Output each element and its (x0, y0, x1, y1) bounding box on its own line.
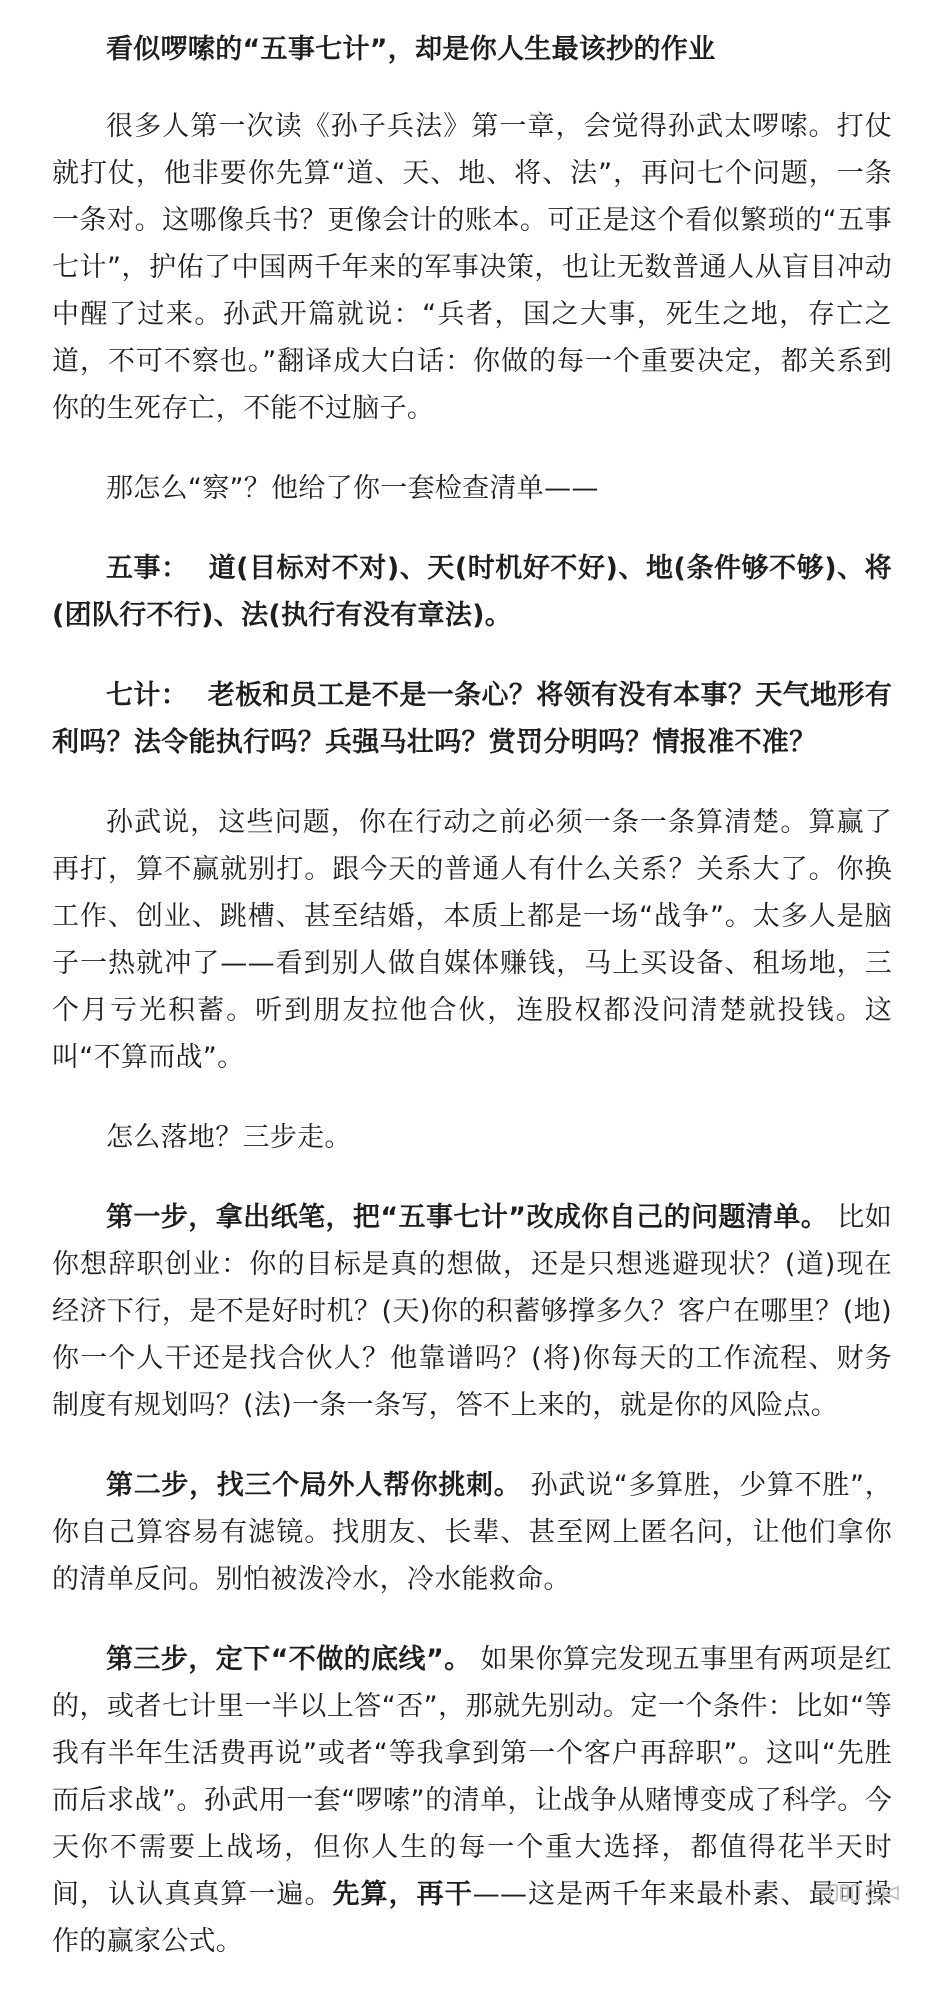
step-three-text: 如果你算完发现五事里有两项是红的，或者七计里一半以上答“否”，那就先别动。定一个条件：比如“等我有半年生活费再说”或者“等我拿到第一个客户再辞职”。这叫“先胜而后求战”。孙武用一套“啰嗦”的清单，让战争从赌博变成了科学。今天你不需要上战场，但你人生的每一个重大选择，都值得花半天时间，认认真真算一遍。 (52, 1644, 892, 1910)
paragraph-seven-plans (52, 672, 892, 766)
article-title: 看似啰嗦的“五事七计”，却是你人生最该抄的作业 (106, 34, 716, 65)
five-things-label: 五事： (106, 553, 189, 584)
five-things-text: 道(目标对不对)、天(时机好不好)、地(条件够不够)、将(团队行不行)、法(执行有没有章法)。 (52, 553, 892, 631)
paragraph-step-one (52, 1194, 892, 1429)
paragraph-step-two (52, 1462, 892, 1603)
platform-logo-icon (828, 1881, 902, 1905)
paragraph-explanation: 孙武说，这些问题，你在行动之前必须一条一条算清楚。算赢了再打，算不赢就别打。跟今天的普通人有什么关系？关系大了。你换工作、创业、跳槽、甚至结婚，本质上都是一场“战争”。太多人是脑子一热就冲了——看到别人做自媒体赚钱，马上买设备、租场地，三个月亏光积蓄。听到朋友拉他合伙，连股权都没问清楚就投钱。这叫“不算而战”。 (52, 807, 892, 1073)
step-two-text: 孙武说“多算胜，少算不胜”，你自己算容易有滤镜。找朋友、长辈、甚至网上匿名问，让他们拿你的清单反问。别怕被泼冷水，冷水能救命。 (52, 1470, 893, 1595)
step-one-text: 比如你想辞职创业：你的目标是真的想做，还是只想逃避现状？(道)现在经济下行，是不是好时机？(天)你的积蓄够撑多久？客户在哪里？(地)你一个人干还是找合伙人？他靠谱吗？(将)你每天的工作流程、财务制度有规划吗？(法)一条一条写，答不上来的，就是你的风险点。 (52, 1202, 893, 1421)
paragraph-step-three (52, 1636, 892, 1965)
step-one-heading: 第一步，拿出纸笔，把“五事七计”改成你自己的问题清单。 (106, 1202, 829, 1233)
article (52, 26, 892, 1998)
step-three-heading: 第三步，定下“不做的底线”。 (106, 1644, 472, 1675)
step-two-heading: 第二步，找三个局外人帮你挑刺。 (106, 1470, 522, 1501)
paragraph-three-steps: 怎么落地？三步走。 (106, 1122, 352, 1153)
seven-plans-label: 七计： (106, 680, 189, 711)
step-three-conclusion: ——这是两千年来最朴素、最可操作的赢家公式。 (52, 1879, 892, 1957)
paragraph-five-things (52, 545, 892, 639)
paragraph-intro: 很多人第一次读《孙子兵法》第一章，会觉得孙武太啰嗦。打仗就打仗，他非要你先算“道、天、地、将、法”，再问七个问题，一条一条对。这哪像兵书？更像会计的账本。可正是这个看似繁琐的“五事七计”，护佑了中国两千年来的军事决策，也让无数普通人从盲目冲动中醒了过来。孙武开篇就说：“兵者，国之大事，死生之地，存亡之道，不可不察也。”翻译成大白话：你做的每一个重要决定，都关系到你的生死存亡，不能不过脑子。 (52, 111, 892, 424)
seven-plans-text: 老板和员工是不是一条心？将领有没有本事？天气地形有利吗？法令能执行吗？兵强马壮吗？赏罚分明吗？情报准不准？ (52, 680, 893, 758)
paragraph-question: 那怎么“察”？他给了你一套检查清单—— (106, 473, 599, 504)
step-three-emphasis: 先算，再干 (332, 1879, 473, 1910)
